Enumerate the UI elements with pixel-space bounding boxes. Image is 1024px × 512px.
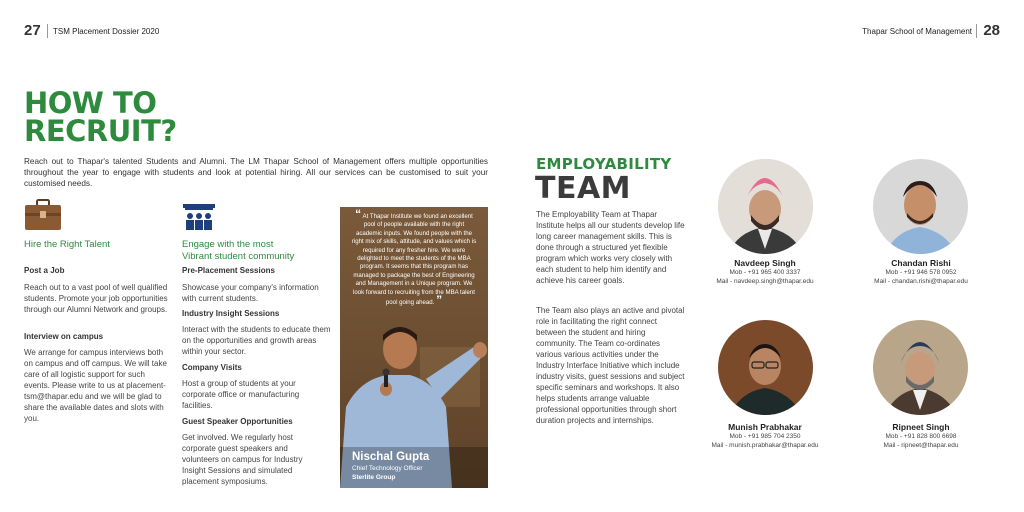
section-text-guest-speaker: Get involved. We regularly host corporate guest speakers and volunteers on campus for Industry Insight Sessions and simulated placement symposiums.: [182, 433, 303, 486]
intro-paragraph: Reach out to Thapar's talented Students and Alumni. The LM Thapar School of Management offers multiple opportunities throughout the year to engage with students and look at potential hiring. All our services can be customised to suit your customised needs.: [24, 157, 488, 188]
header-divider: [976, 24, 977, 38]
speaker-company: Sterlite Group: [352, 474, 396, 481]
header-divider: [47, 24, 48, 38]
member-phone: Mob - +91 965 400 3337: [729, 269, 801, 276]
section-text-company-visits: Host a group of students at your corporate office or manufacturing facilities.: [182, 379, 300, 410]
member-email[interactable]: Mail - chandan.rishi@thapar.edu: [874, 278, 968, 285]
member-name: Ripneet Singh: [892, 422, 950, 432]
speaker-name: Nischal Gupta: [352, 451, 430, 463]
member-phone: Mob - +91 946 578 0952: [885, 269, 957, 276]
page-title: [24, 86, 177, 148]
member-phone: Mob - +91 985 704 2350: [729, 433, 801, 440]
member-photo-navdeep: [718, 159, 813, 254]
section-title-interview: Interview on campus: [24, 332, 104, 341]
section-text-pre-placement: Showcase your company's information with current students.: [182, 283, 319, 303]
team-paragraph-2: The Team also plays an active and pivotal role in facilitating the right connect between the student and hiring community. The Team co-ordinates various various activities under the Industry Interface Initiative which include industry visits, guest sessions and subject specific seminars and workshops. It also helps students arrange valuable professional opportunities through short duration projects and internships.: [536, 306, 685, 425]
column1-heading: Hire the Right Talent: [24, 239, 110, 250]
right-header-title: Thapar School of Management: [862, 27, 972, 36]
testimonial-quote: [350, 207, 478, 308]
member-card-ripneet: [846, 422, 996, 450]
right-page-number: 28: [983, 22, 1000, 39]
member-email[interactable]: Mail - ripneet@thapar.edu: [883, 442, 959, 449]
section-title-industry-insight: Industry Insight Sessions: [182, 309, 280, 318]
section-text-industry-insight: Interact with the students to educate them on the opportunities and growth areas within your sector.: [182, 325, 331, 356]
title-line-2: RECRUIT?: [24, 114, 177, 148]
title-line-1: HOW TO: [24, 86, 157, 120]
section-title-company-visits: Company Visits: [182, 363, 242, 372]
member-photo-munish: [718, 320, 813, 415]
left-page-number: 27: [24, 22, 41, 39]
testimonial-card: [340, 207, 488, 488]
quote-text: At Thapar Institute we found an excellent pool of people available with the right academic inputs. We found people with the right mix of skills, attitude, and values which is required for any fresher hire. We were delighted to meet the students of the MBA program. It seems that this program has managed to package the best of Engineering and Management in a Unique program. We look forward to recruiting from the MBA talent pool going ahead.: [351, 213, 477, 307]
team-paragraph-1: The Employability Team at Thapar Institute helps all our students develop life long career management skills. This is done through a structured yet flexible program which works very closely with each student to help him identify and achieve his career goals.: [536, 210, 685, 285]
member-photo-chandan: [873, 159, 968, 254]
quote-close-mark: ”: [436, 293, 443, 308]
section-title-pre-placement: Pre-Placement Sessions: [182, 266, 275, 275]
left-header-title: TSM Placement Dossier 2020: [53, 27, 160, 36]
section-title-guest-speaker: Guest Speaker Opportunities: [182, 417, 293, 426]
member-email[interactable]: Mail - munish.prabhakar@thapar.edu: [711, 442, 819, 449]
member-photo-ripneet: [873, 320, 968, 415]
briefcase-icon: [24, 199, 62, 231]
member-name: Munish Prabhakar: [728, 422, 802, 432]
team-title-line-1: EMPLOYABILITY: [536, 155, 672, 173]
team-title-line-2: TEAM: [535, 171, 632, 206]
member-phone: Mob - +91 828 800 6698: [885, 433, 957, 440]
member-card-navdeep: [690, 258, 840, 286]
member-name: Chandan Rishi: [891, 258, 951, 268]
column2-heading-line-1: Engage with the most: [182, 239, 274, 250]
member-email[interactable]: Mail - navdeep.singh@thapar.edu: [716, 278, 814, 285]
column2-heading: [182, 239, 294, 263]
member-card-munish: [690, 422, 840, 450]
quote-open-mark: “: [355, 207, 362, 221]
member-card-chandan: [846, 258, 996, 286]
speaker-role: Chief Technology Officer: [352, 465, 423, 472]
section-text-interview: We arrange for campus interviews both on campus and off campus. We will take care of all logistic support for such events. Please write to us at placement-tsm@thapar.edu and we will be glad to share the available dates and slots with you.: [24, 348, 167, 423]
column2-heading-line-2: Vibrant student community: [182, 251, 295, 262]
section-text-post-job: Reach out to a vast pool of well qualified students. Promote your job opportunities through our Alumni Network and groups.: [24, 283, 168, 314]
member-name: Navdeep Singh: [734, 258, 796, 268]
presentation-icon: [182, 203, 216, 231]
section-title-post-job: Post a Job: [24, 266, 65, 275]
